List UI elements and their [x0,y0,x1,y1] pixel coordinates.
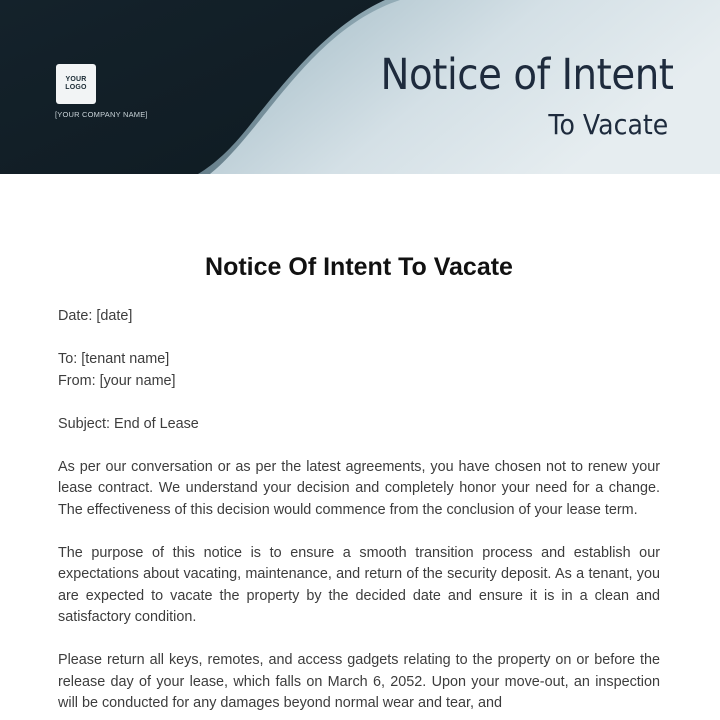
date-line: Date: [date] [58,308,133,324]
document-body [58,250,660,715]
paragraph-1: As per our conversation or as per the latest agreements, you have chosen not to renew your lease contract. We understand your decision and completely honor your need for a change. The effectiveness of this decision would commence from the conclusion of your lease term. [58,458,660,518]
logo-text-line2: LOGO [65,84,87,91]
company-name: [YOUR COMPANY NAME] [55,110,148,119]
from-line: From: [your name] [58,372,176,389]
banner-subtitle: To Vacate [548,108,668,141]
document-title: Notice Of Intent To Vacate [205,253,513,281]
company-logo [56,64,96,104]
paragraph-3: Please return all keys, remotes, and access gadgets relating to the property on or before the release day of your lease, which falls on March 6, 2052. Upon your move-out, an inspection will be conducted for any damages beyond normal wear and tear, and [58,652,660,711]
logo-text-line1: YOUR [65,76,87,83]
paragraph-2: The purpose of this notice is to ensure a smooth transition process and establish our expectations about vacating, maintenance, and return of the security deposit. As a tenant, you are expected to vacate the property by the decided date and ensure it is in a clean and satisfactory condition. [58,544,660,625]
banner-title: Notice of Intent [381,50,674,100]
to-line: To: [tenant name] [58,351,170,367]
header-banner [0,0,720,174]
subject-line: Subject: End of Lease [58,415,199,432]
